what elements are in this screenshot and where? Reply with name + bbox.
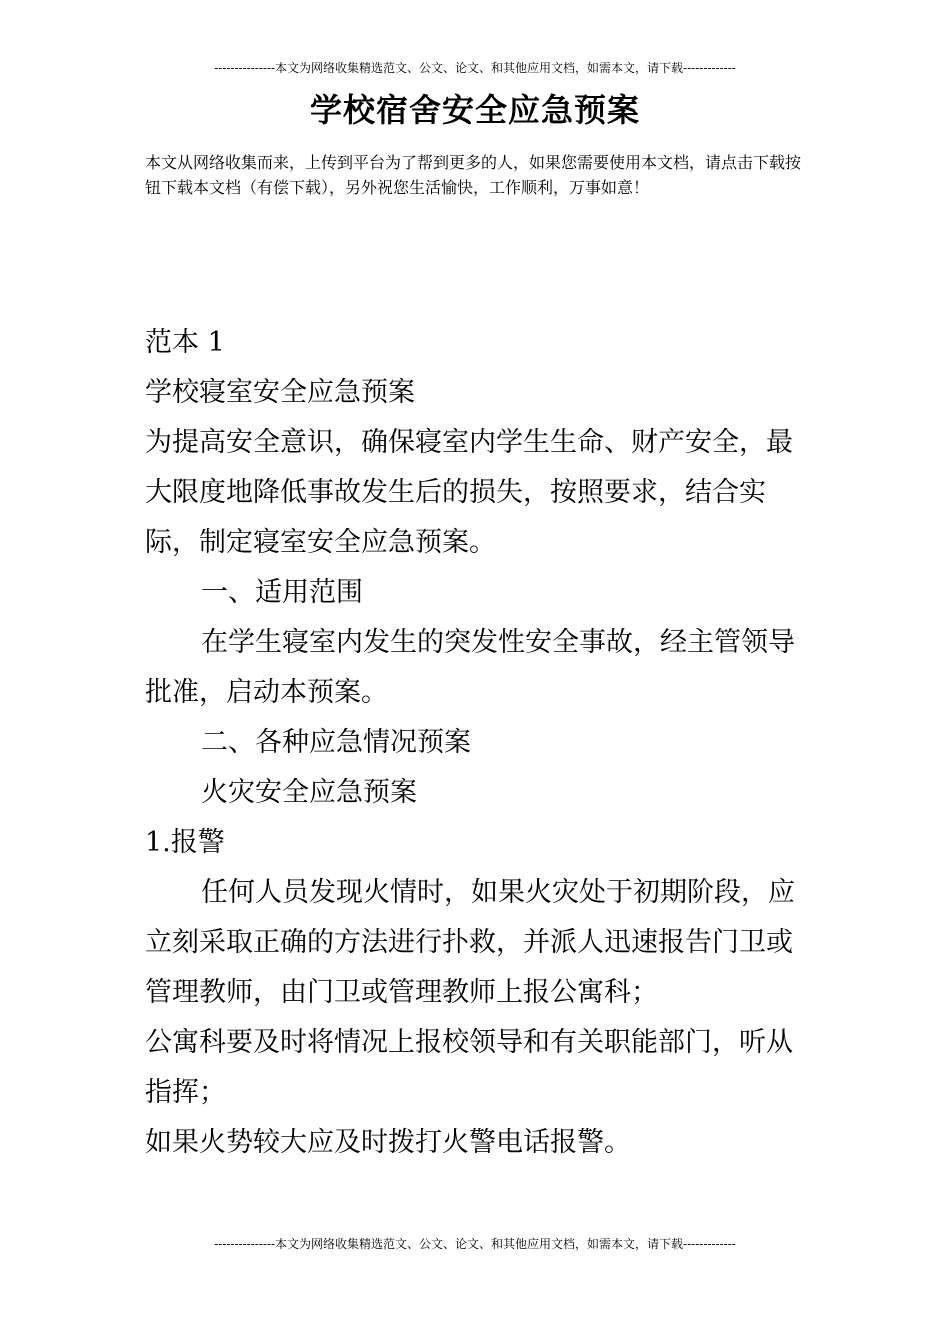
header-banner: ---------------本文为网络收集精选范文、公文、论文、和其他应用文档，如需本文，请下载-------------	[214, 61, 736, 75]
report-paragraph: 公寓科要及时将情况上报校领导和有关职能部门，听从指挥；	[145, 1027, 793, 1108]
step-alarm: 1.报警	[145, 827, 225, 858]
heading-fire-plan: 火灾安全应急预案	[201, 777, 417, 808]
purpose-paragraph: 为提高安全意识，确保寝室内学生生命、财产安全，最大限度地降低事故发生后的损失，按照要求，结合实际，制定寝室安全应急预案。	[145, 427, 793, 558]
footer-banner: ---------------本文为网络收集精选范文、公文、论文、和其他应用文档，如需本文，请下载-------------	[214, 1237, 736, 1251]
alarm-paragraph: 任何人员发现火情时，如果火灾处于初期阶段，应立刻采取正确的方法进行扑救，并派人迅速报告门卫或管理教师，由门卫或管理教师上报公寓科；	[145, 877, 795, 1008]
heading-scope: 一、适用范围	[201, 577, 363, 608]
heading-emergency-plans: 二、各种应急情况预案	[201, 727, 471, 758]
scope-paragraph: 在学生寝室内发生的突发性安全事故，经主管领导批准，启动本预案。	[145, 627, 795, 708]
document-title: 学校宿舍安全应急预案	[309, 91, 640, 129]
sample-label: 范本 1	[145, 327, 225, 358]
intro-notice: 本文从网络收集而来，上传到平台为了帮到更多的人，如果您需要使用本文档，请点击下载按钮下载本文档（有偿下载），另外祝您生活愉快，工作顺利，万事如意！	[145, 153, 802, 197]
document-body	[145, 318, 810, 1168]
section-title: 学校寝室安全应急预案	[145, 377, 415, 408]
fire-call-paragraph: 如果火势较大应及时拨打火警电话报警。	[145, 1127, 631, 1158]
